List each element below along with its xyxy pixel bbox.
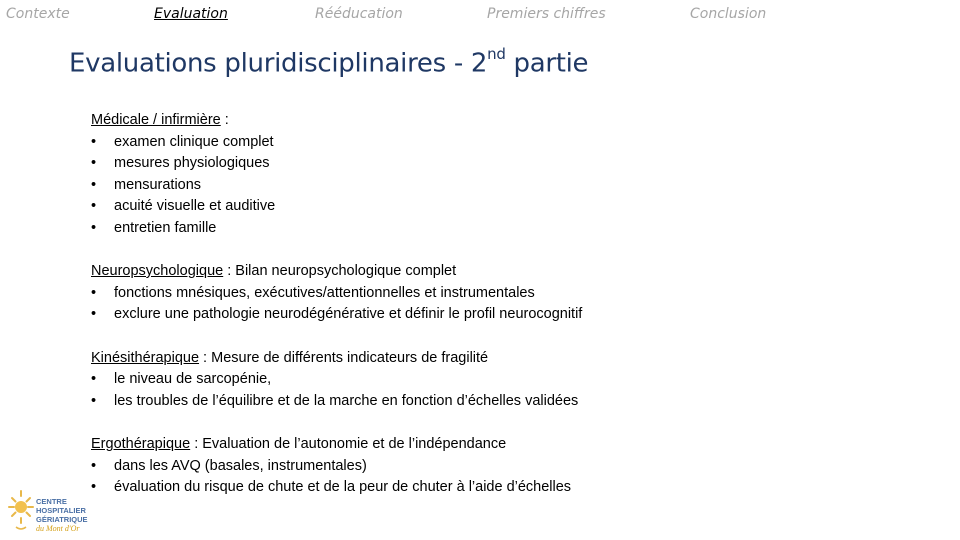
bullet-item: • acuité visuelle et auditive <box>91 196 582 218</box>
section-heading <box>91 434 582 456</box>
section-heading <box>91 110 582 132</box>
bullet-item: • examen clinique complet <box>91 132 582 154</box>
section-heading-rest: : <box>220 112 229 128</box>
nav-item-reeducation[interactable]: Rééducation <box>315 6 403 22</box>
section-heading-title: Neuropsychologique <box>91 263 224 279</box>
nav-item-evaluation[interactable]: Evaluation <box>154 6 228 22</box>
bullet-item: • fonctions mnésiques, exécutives/attentionnelles et instrumentales <box>91 283 582 305</box>
section-heading-title: Kinésithérapique <box>91 349 200 366</box>
bullet-item: • mensurations <box>91 175 582 197</box>
title-end: partie <box>505 48 589 79</box>
slide-content <box>91 110 582 521</box>
bullet-list <box>91 132 582 240</box>
bullet-item: • exclure une pathologie neurodégénérative et définir le profil neurocognitif <box>91 304 582 326</box>
bullet-item: • mesures physiologiques <box>91 153 582 175</box>
nav-item-contexte[interactable]: Contexte <box>6 6 70 22</box>
section-heading <box>91 348 582 370</box>
bullet-item: • entretien famille <box>91 218 582 240</box>
nav-item-conclusion[interactable]: Conclusion <box>690 6 767 22</box>
section-medicale <box>91 110 582 239</box>
logo-line: CENTRE <box>36 497 67 506</box>
bullet-list <box>91 369 582 412</box>
section-heading-rest: : Mesure de différents indicateurs de fragilité <box>199 349 489 366</box>
section-ergotherapique <box>91 434 582 499</box>
nav-item-premiers-chiffres[interactable]: Premiers chiffres <box>487 6 606 22</box>
title-superscript: nd <box>487 45 506 63</box>
bullet-item: • dans les AVQ (basales, instrumentales) <box>91 456 582 478</box>
section-heading-title: Médicale / infirmière <box>91 112 221 128</box>
section-heading-rest: : Evaluation de l’autonomie et de l’indépendance <box>190 436 507 452</box>
bullet-list <box>91 456 582 499</box>
section-heading-title: Ergothérapique <box>91 436 191 452</box>
logo-text <box>36 497 88 524</box>
section-heading-rest: : Bilan neuropsychologique complet <box>223 263 457 279</box>
bullet-item: • évaluation du risque de chute et de la peur de chuter à l’aide d’échelles <box>91 477 582 499</box>
slide-title <box>69 45 589 79</box>
logo-subtitle: du Mont d'Or <box>36 524 80 533</box>
top-navigation <box>0 6 960 26</box>
section-kinesitherapique <box>91 348 582 413</box>
bullet-item: • le niveau de sarcopénie, <box>91 369 582 391</box>
bullet-item: • les troubles de l’équilibre et de la marche en fonction d’échelles validées <box>91 391 582 413</box>
logo-line: HOSPITALIER <box>36 506 86 515</box>
logo-line: GÉRIATRIQUE <box>36 515 88 524</box>
section-heading <box>91 261 582 283</box>
section-neuropsychologique <box>91 261 582 326</box>
bullet-list <box>91 283 582 326</box>
title-main: Evaluations pluridisciplinaires - 2 <box>69 48 488 79</box>
